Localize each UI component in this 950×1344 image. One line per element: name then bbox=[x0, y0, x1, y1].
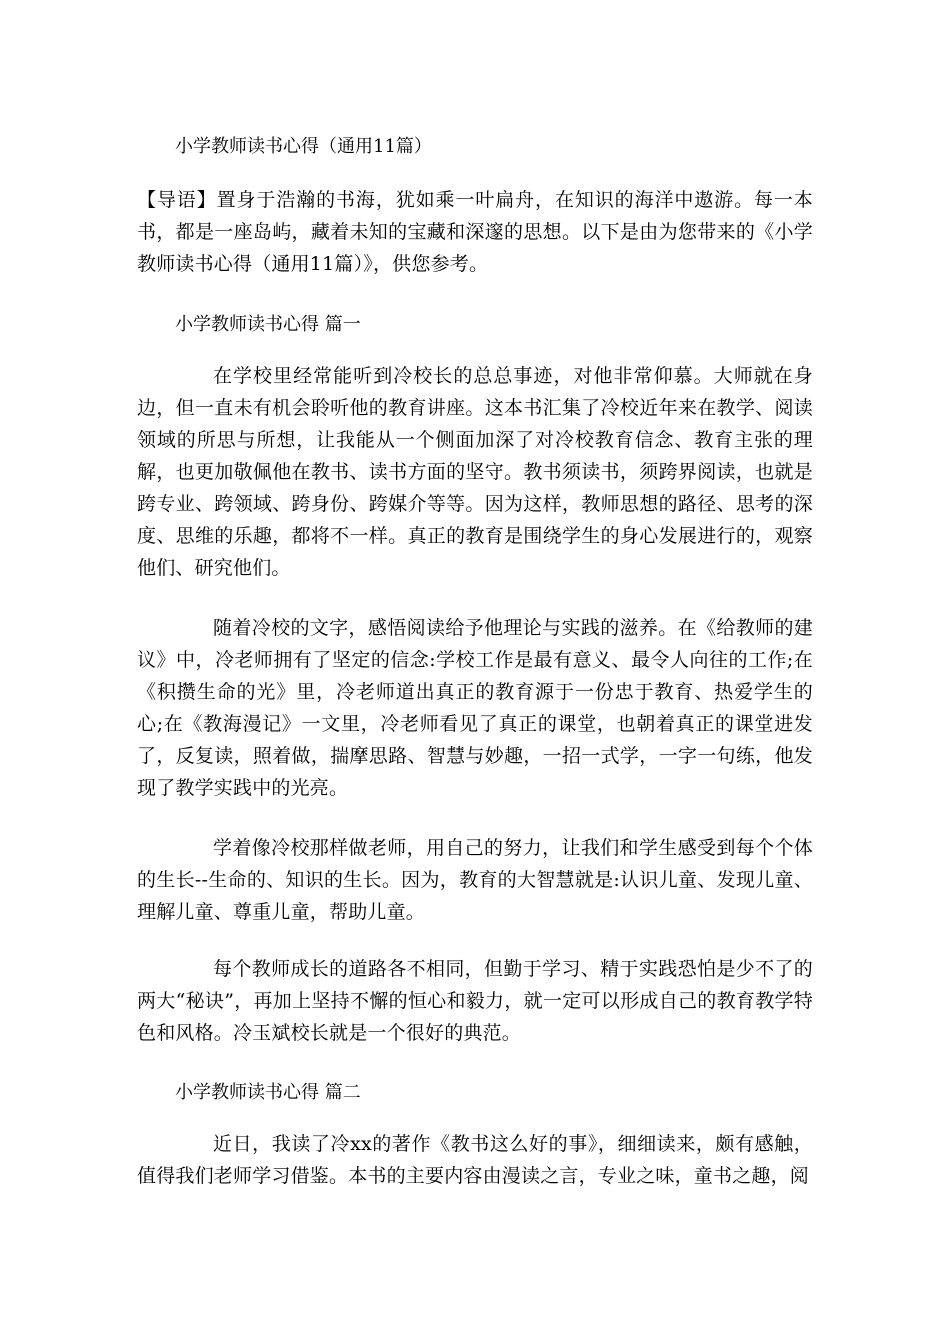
section-1-paragraph-3: 学着像冷校那样做老师，用自己的努力，让我们和学生感受到每个个体的生长--生命的、知识的生长。因为，教育的大智慧就是:认识儿童、发现儿童、理解儿童、尊重儿童，帮助儿童。 bbox=[137, 837, 813, 923]
section-1-paragraph-2: 随着冷校的文字，感悟阅读给予他理论与实践的滋养。在《给教师的建议》中，冷老师拥有了坚定的信念:学校工作是最有意义、最令人向往的工作;在《积攒生命的光》里，冷老师道出真正的教育源于一份忠于教育、热爱学生的心;在《教海漫记》一文里，冷老师看见了真正的课堂，也朝着真正的课堂进发了，反复读，照着做，揣摩思路、智慧与妙趣，一招一式学，一字一句练，他发现了教学实践中的光亮。 bbox=[137, 617, 813, 799]
section-heading-2: 小学教师读书心得 篇二 bbox=[175, 1082, 361, 1103]
section-1-paragraph-4: 每个教师成长的道路各不相同，但勤于学习、精于实践恐怕是少不了的两大“秘诀”，再加上坚持不懈的恒心和毅力，就一定可以形成自己的教育教学特色和风格。冷玉斌校长就是一个很好的典范。 bbox=[137, 958, 813, 1044]
intro-paragraph: 【导语】置身于浩瀚的书海，犹如乘一叶扁舟，在知识的海洋中遨游。每一本书，都是一座岛屿，藏着未知的宝藏和深邃的思想。以下是由为您带来的《小学教师读书心得（通用11篇）》，供您参考。 bbox=[137, 189, 813, 275]
section-1-paragraph-1: 在学校里经常能听到冷校长的总总事迹，对他非常仰慕。大师就在身边，但一直未有机会聆听他的教育讲座。这本书汇集了冷校近年来在教学、阅读领域的所思与所想，让我能从一个侧面加深了对冷校教育信念、教育主张的理解，也更加敬佩他在教书、读书方面的坚守。教书须读书，须跨界阅读，也就是跨专业、跨领域、跨身份、跨媒介等等。因为这样，教师思想的路径、思考的深度、思维的乐趣，都将不一样。真正的教育是围绕学生的身心发展进行的，观察他们、研究他们。 bbox=[137, 365, 813, 579]
section-2-paragraph-1: 近日，我读了冷xx的著作《教书这么好的事》，细细读来，颇有感触，值得我们老师学习借鉴。本书的主要内容由漫读之言，专业之味，童书之趣，阅 bbox=[137, 1133, 813, 1187]
section-heading-1: 小学教师读书心得 篇一 bbox=[175, 314, 361, 335]
document-title: 小学教师读书心得（通用11篇） bbox=[175, 136, 432, 157]
